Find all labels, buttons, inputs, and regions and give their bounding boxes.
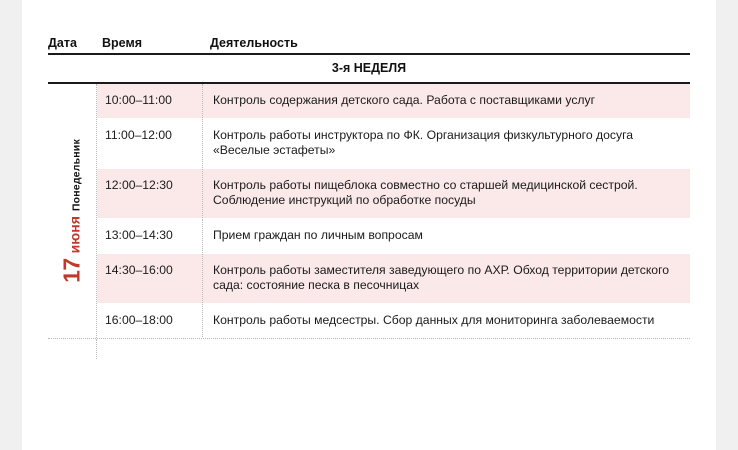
- row-activity: Контроль работы пищеблока совместно со старшей медицинской сестрой. Соблюдение инструкций по обработке посуды: [213, 177, 638, 208]
- schedule-rows: [97, 84, 690, 338]
- row-activity: Прием граждан по личным вопросам: [213, 228, 423, 243]
- column-header-date: Дата: [48, 36, 77, 50]
- column-header-activity: Деятельность: [210, 36, 298, 50]
- table-header-row: [48, 22, 690, 55]
- table-row: [97, 84, 690, 119]
- row-time: 13:00–14:30: [97, 219, 203, 253]
- row-activity: Контроль работы инструктора по ФК. Организация физкультурного досуга «Веселые эстафеты»: [213, 127, 634, 158]
- row-activity: Контроль работы медсестры. Сбор данных для мониторинга заболеваемости: [213, 312, 655, 327]
- day-weekday: Понедельник: [70, 139, 83, 212]
- row-time: 11:00–12:00: [97, 119, 203, 168]
- column-header-time: Время: [102, 36, 142, 50]
- table-row: [97, 254, 690, 304]
- table-footer-spacer: [48, 339, 690, 359]
- row-time: 14:30–16:00: [97, 254, 203, 303]
- week-banner: 3-я НЕДЕЛЯ: [48, 55, 690, 84]
- table-row: [97, 119, 690, 169]
- row-time: 10:00–11:00: [97, 84, 203, 118]
- day-column-tail: [48, 339, 97, 359]
- row-activity: Контроль работы заместителя заведующего по АХР. Обход территории детского сада: состояние песка в песочницах: [213, 262, 670, 293]
- day-number: 17: [58, 258, 85, 284]
- day-label-rotated: [59, 139, 86, 283]
- document-page: [22, 0, 716, 450]
- schedule-table: [48, 22, 690, 359]
- day-month: июня: [66, 216, 83, 254]
- table-row: [97, 169, 690, 219]
- row-activity: Контроль содержания детского сада. Работа с поставщиками услуг: [213, 93, 596, 107]
- row-time: 12:00–12:30: [97, 169, 203, 218]
- table-row: [97, 219, 690, 254]
- row-time: 16:00–18:00: [97, 304, 203, 338]
- day-block: [48, 84, 690, 339]
- table-row: [97, 304, 690, 339]
- day-label-cell: [48, 84, 97, 338]
